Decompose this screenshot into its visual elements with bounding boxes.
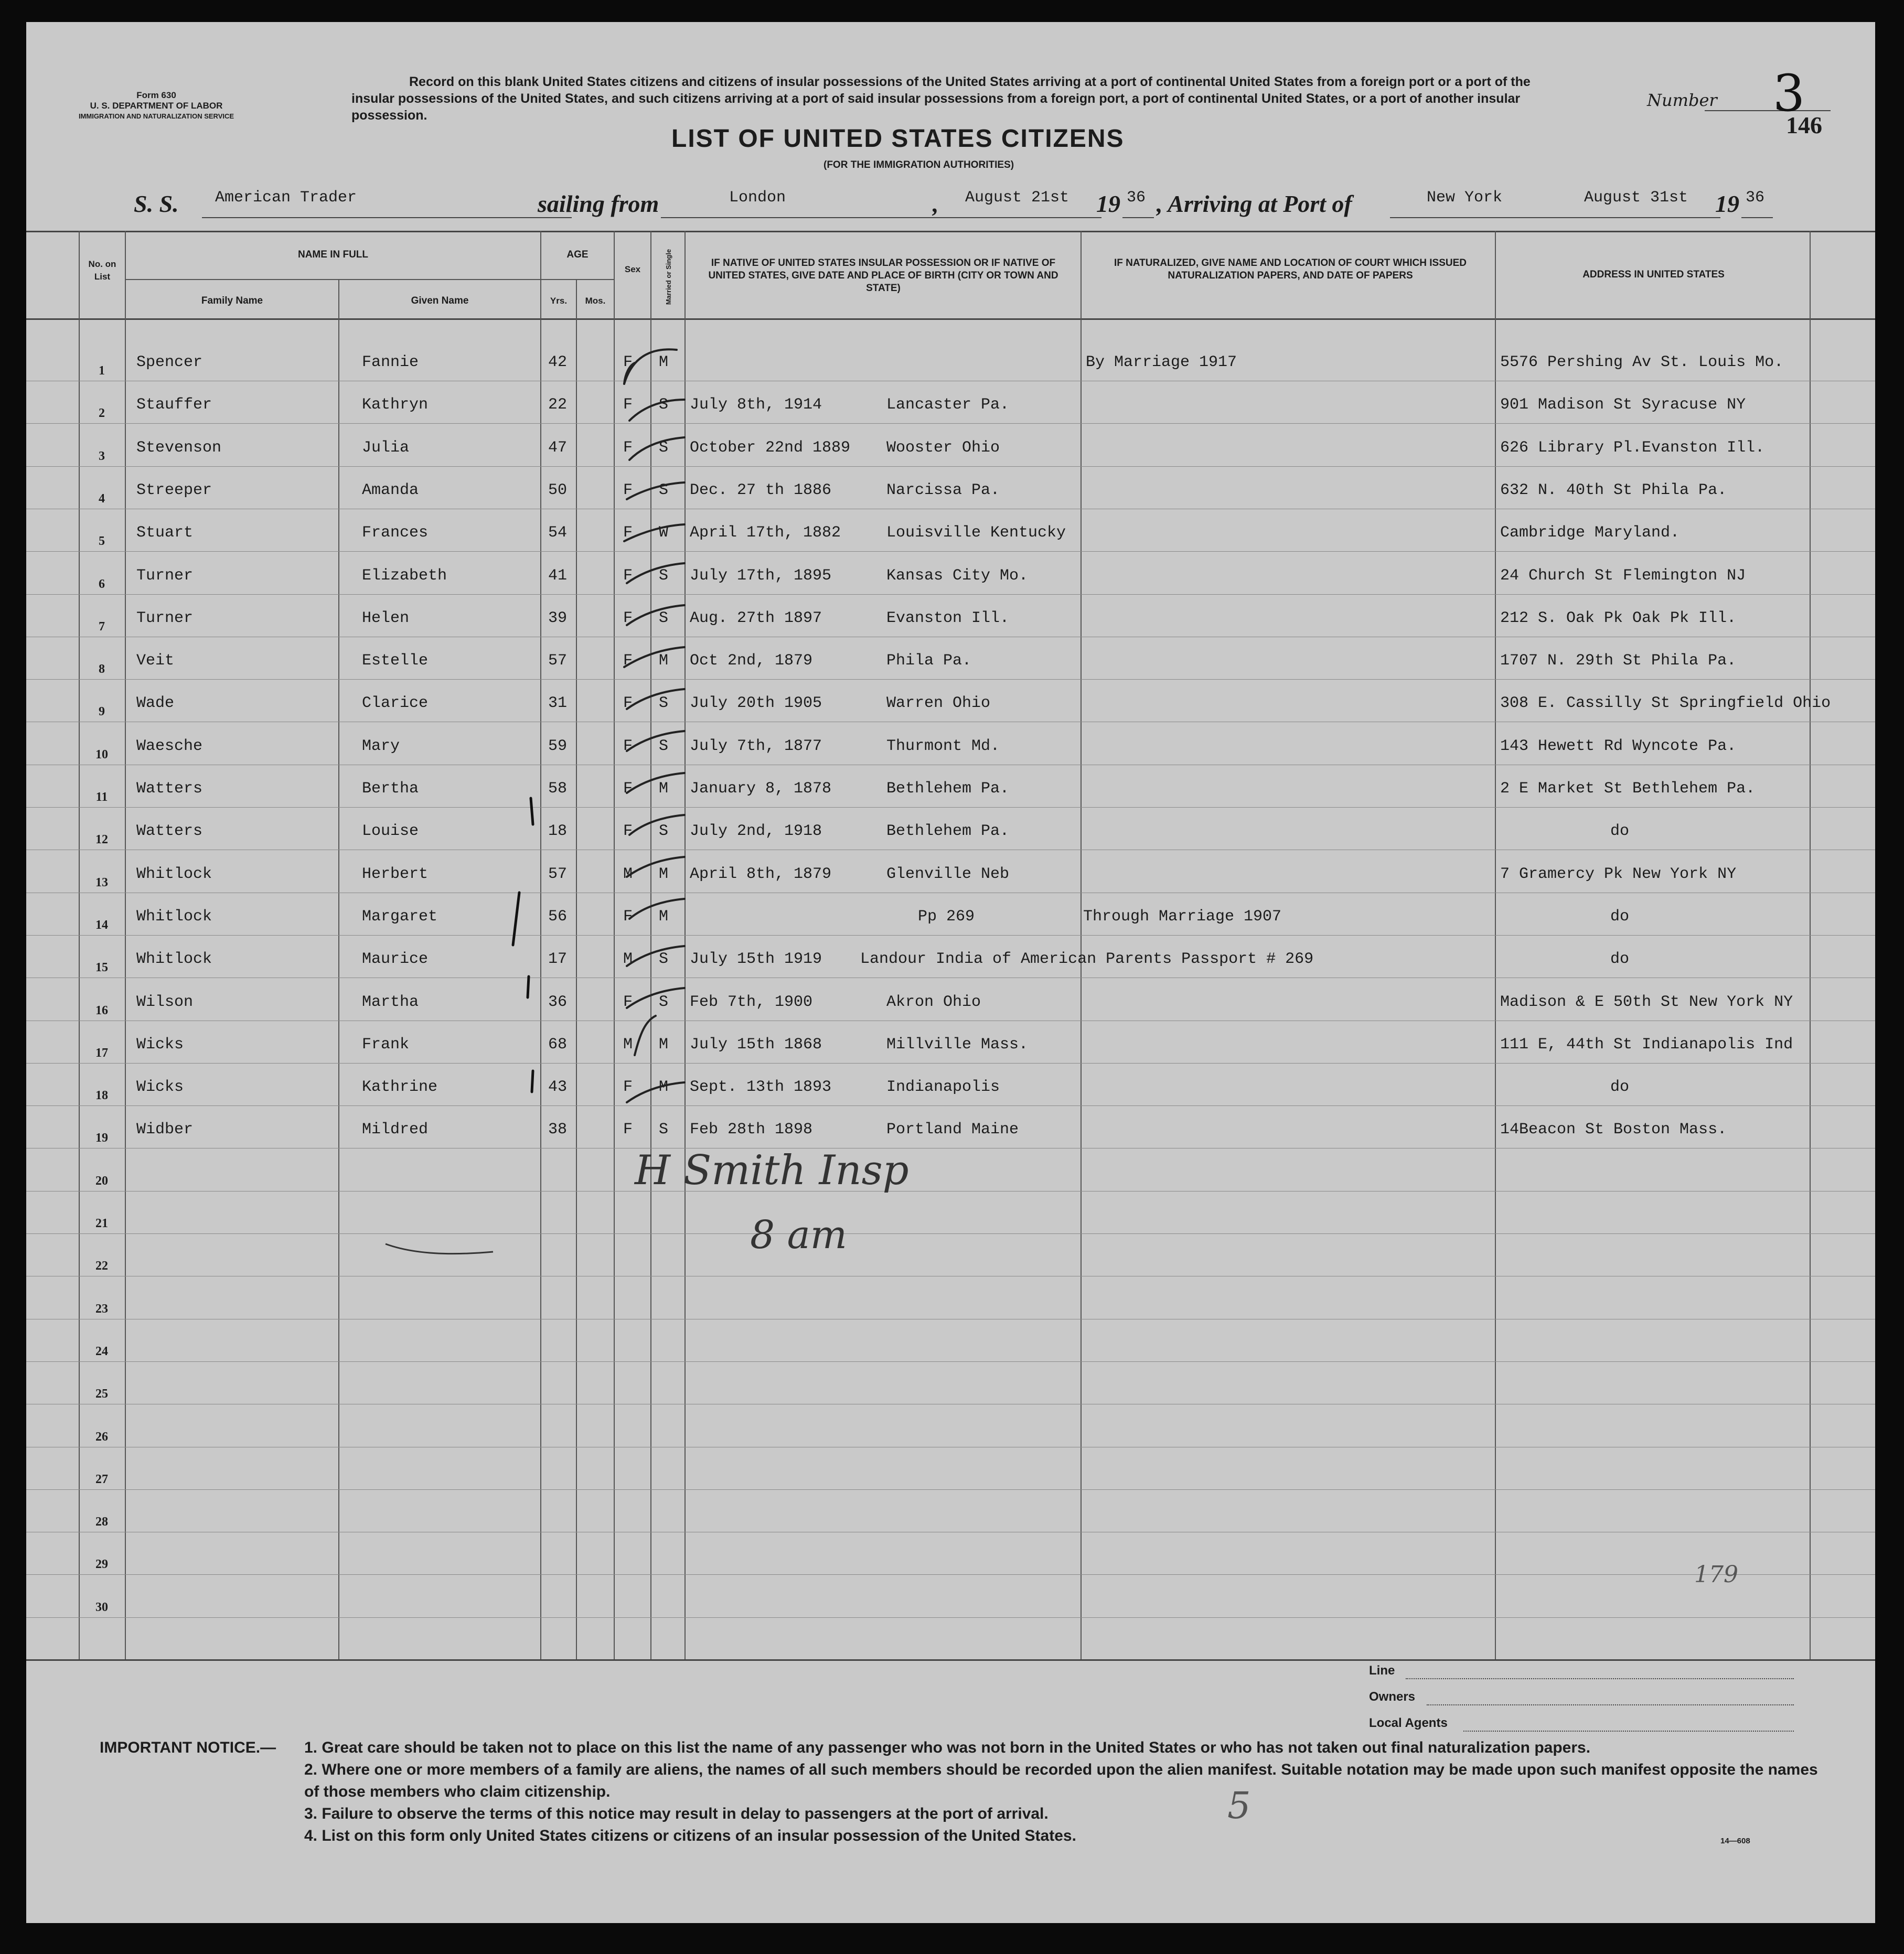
family-name: Watters — [136, 780, 203, 798]
form-number: Form 630 — [136, 90, 176, 100]
family-name: Whitlock — [136, 907, 212, 926]
row-number: 29 — [95, 1558, 108, 1572]
age: 22 — [548, 396, 568, 414]
local-agents-label: Local Agents — [1369, 1716, 1448, 1730]
sex: M — [623, 1035, 633, 1054]
birth-date: July 17th, 1895 — [690, 566, 832, 585]
instructions-text: Record on this blank United States citizens and citizens of insular possessions of the United States arriving at a port of continental United States from a foreign port or a port of the insular possessions of the United States, and such citizens arriving at a port of said insular possessions from a foreign port, a port of continental United States, or a port of another insular possession. — [351, 74, 1531, 123]
sex: F — [623, 524, 633, 542]
address: 5576 Pershing Av St. Louis Mo. — [1500, 353, 1784, 371]
age: 38 — [548, 1121, 568, 1139]
page-number: 146 — [1786, 112, 1822, 138]
row-number: 25 — [95, 1387, 108, 1401]
sex: F — [623, 353, 633, 371]
row-number: 3 — [99, 449, 105, 463]
row-number: 18 — [95, 1089, 108, 1103]
row-rule — [26, 1574, 1875, 1575]
address: Cambridge Maryland. — [1500, 524, 1680, 542]
marital-status: S — [659, 438, 669, 457]
row-number: 5 — [99, 534, 105, 549]
age: 18 — [548, 822, 568, 841]
given-name: Helen — [362, 609, 410, 627]
address: 111 E, 44th St Indianapolis Ind — [1500, 1035, 1793, 1054]
row-rule — [26, 423, 1875, 424]
birth-date: April 8th, 1879 — [690, 865, 832, 883]
marital-status: S — [659, 737, 669, 755]
family-name: Wade — [136, 694, 175, 713]
row-number: 15 — [95, 961, 108, 975]
row-rule — [26, 807, 1875, 808]
row-rule — [26, 1489, 1875, 1490]
birth-date: April 17th, 1882 — [690, 524, 841, 542]
birth-place: Millville Mass. — [886, 1035, 1029, 1054]
margin-mark: 5 — [1227, 1784, 1251, 1827]
sex: F — [623, 566, 633, 585]
service: IMMIGRATION AND NATURALIZATION SERVICE — [78, 112, 234, 120]
given-name: Mildred — [362, 1121, 429, 1139]
col-header-name-in-full: NAME IN FULL — [297, 249, 369, 260]
given-name: Estelle — [362, 652, 429, 670]
birth-place: Portland Maine — [886, 1121, 1019, 1139]
marital-status: M — [659, 865, 669, 883]
page-title: LIST OF UNITED STATES CITIZENS — [671, 125, 1125, 153]
birth-place: Landour India of American Parents Passport # 269 — [860, 950, 1314, 969]
notice-item-4: 4. List on this form only United States citizens or citizens of an insular possession of the United States. — [304, 1827, 1076, 1844]
marital-status: M — [659, 1078, 669, 1097]
given-name: Clarice — [362, 694, 429, 713]
family-name: Veit — [136, 652, 175, 670]
family-name: Streeper — [136, 481, 212, 499]
age: 57 — [548, 865, 568, 883]
family-name: Whitlock — [136, 865, 212, 883]
ss-label: S. S. — [134, 190, 179, 217]
address: do — [1610, 1078, 1630, 1097]
col-header-naturalized: IF NATURALIZED, GIVE NAME AND LOCATION OF COURT WHICH ISSUED NATURALIZATION PAPERS, AND DATE OF PAPERS — [1114, 257, 1467, 281]
row-number: 4 — [99, 491, 105, 506]
year-prefix-2: 19 — [1715, 190, 1739, 217]
inspection-time: 8 am — [750, 1212, 847, 1258]
row-rule — [26, 1617, 1875, 1618]
family-name: Wilson — [136, 993, 194, 1011]
family-name: Wicks — [136, 1078, 184, 1097]
birth-place: Kansas City Mo. — [886, 566, 1029, 585]
birth-date: Oct 2nd, 1879 — [690, 652, 813, 670]
marital-status: M — [659, 907, 669, 926]
address: do — [1610, 822, 1630, 841]
notice-item-3: 3. Failure to observe the terms of this notice may result in delay to passengers at the port of arrival. — [304, 1805, 1049, 1822]
row-number: 2 — [99, 406, 105, 421]
address: 626 Library Pl.Evanston Ill. — [1500, 438, 1765, 457]
birth-place: Lancaster Pa. — [886, 396, 1010, 414]
birth-date: October 22nd 1889 — [690, 438, 851, 457]
marital-status: S — [659, 396, 669, 414]
check-marks — [593, 316, 713, 1165]
marital-status: M — [659, 780, 669, 798]
row-number: 27 — [95, 1472, 108, 1486]
marital-status: S — [659, 1121, 669, 1139]
row-number: 11 — [95, 790, 108, 804]
department: U. S. DEPARTMENT OF LABOR — [90, 101, 223, 111]
notice-item-2: 2. Where one or more members of a family are aliens, the names of all such members should be recorded upon the alien manifest. Suitable notation may be made upon such manifest opposite the names of those members who claim citizenship. — [304, 1761, 1818, 1800]
family-name: Turner — [136, 609, 194, 627]
sex: F — [623, 737, 633, 755]
age: 58 — [548, 780, 568, 798]
sailing-label: sailing from — [538, 190, 659, 217]
sex: F — [623, 780, 633, 798]
number-label: Number — [1647, 90, 1717, 110]
row-rule — [26, 679, 1875, 680]
given-name: Herbert — [362, 865, 429, 883]
age: 43 — [548, 1078, 568, 1097]
marital-status: M — [659, 652, 669, 670]
row-number: 6 — [99, 577, 105, 591]
address: 632 N. 40th St Phila Pa. — [1500, 481, 1727, 499]
given-name: Kathryn — [362, 396, 429, 414]
age: 36 — [548, 993, 568, 1011]
birth-date: July 2nd, 1918 — [690, 822, 822, 841]
row-number: 19 — [95, 1131, 108, 1145]
birth-date: Dec. 27 th 1886 — [690, 481, 832, 499]
birth-date: January 8, 1878 — [690, 780, 832, 798]
row-rule — [26, 935, 1875, 936]
port-from: London — [729, 189, 786, 207]
row-rule — [26, 551, 1875, 552]
family-name: Spencer — [136, 353, 203, 371]
birth-date: Feb 7th, 1900 — [690, 993, 813, 1011]
age: 59 — [548, 737, 568, 755]
birth-place: Wooster Ohio — [886, 438, 1000, 457]
sex: F — [623, 438, 633, 457]
birth-place: Phila Pa. — [886, 652, 972, 670]
birth-date: Aug. 27th 1897 — [690, 609, 822, 627]
birth-place: Indianapolis — [886, 1078, 1000, 1097]
age: 31 — [548, 694, 568, 713]
sailing-date: August 21st — [965, 189, 1069, 207]
given-name: Bertha — [362, 780, 419, 798]
col-header-age: AGE — [566, 249, 589, 260]
row-number: 7 — [99, 619, 105, 634]
birth-place: Pp 269 — [918, 907, 975, 926]
given-name: Louise — [362, 822, 419, 841]
total-count: 179 — [1694, 1561, 1738, 1588]
table-header-bottom — [26, 318, 1875, 320]
row-number: 12 — [95, 833, 108, 847]
row-number: 10 — [95, 747, 108, 761]
given-name: Mary — [362, 737, 400, 755]
address: 14Beacon St Boston Mass. — [1500, 1121, 1727, 1139]
row-rule — [26, 1361, 1875, 1362]
given-name: Elizabeth — [362, 566, 447, 585]
row-rule — [26, 1233, 1875, 1234]
footer-code: 14—608 — [1720, 1837, 1750, 1845]
address: 2 E Market St Bethlehem Pa. — [1500, 780, 1756, 798]
col-header-family-name: Family Name — [201, 295, 263, 306]
sex: F — [623, 1078, 633, 1097]
family-name: Waesche — [136, 737, 203, 755]
form-id-block — [67, 90, 245, 122]
given-name: Martha — [362, 993, 419, 1011]
row-rule — [26, 1063, 1875, 1064]
row-number: 28 — [95, 1515, 108, 1529]
sex: F — [623, 907, 633, 926]
row-number: 8 — [99, 662, 105, 677]
age: 57 — [548, 652, 568, 670]
row-rule — [26, 594, 1875, 595]
col-header-no: No. on List — [88, 259, 116, 282]
age: 47 — [548, 438, 568, 457]
birth-place: Louisville Kentucky — [886, 524, 1066, 542]
address: 7 Gramercy Pk New York NY — [1500, 865, 1737, 883]
arrival-year: 36 — [1746, 189, 1765, 207]
birth-place: Evanston Ill. — [886, 609, 1010, 627]
sex: F — [623, 694, 633, 713]
row-rule — [26, 1105, 1875, 1106]
address: 308 E. Cassilly St Springfield Ohio — [1500, 694, 1831, 713]
sex: M — [623, 865, 633, 883]
birth-place: Bethlehem Pa. — [886, 822, 1010, 841]
marital-status: S — [659, 566, 669, 585]
family-name: Whitlock — [136, 950, 212, 969]
birth-date: July 15th 1868 — [690, 1035, 822, 1054]
row-number: 13 — [95, 875, 108, 889]
col-header-address: ADDRESS IN UNITED STATES — [1582, 269, 1725, 280]
marital-status: S — [659, 993, 669, 1011]
marital-status: S — [659, 950, 669, 969]
family-name: Widber — [136, 1121, 194, 1139]
row-number: 17 — [95, 1046, 108, 1060]
document-page: Form 630 U. S. DEPARTMENT OF LABOR IMMIGRATION AND NATURALIZATION SERVICE Record on this blank United States citizens and citizens of insular possessions of the United States arriving at a port of continental United States from a foreign port or a port of the insular possessions of the United States, and such citizens arriving at a port of said insular possessions from a foreign port, a port of continental United States, or a port of another insular possession. Number 3 146 LIST OF UNITED STATES CITIZENS (FOR THE IMMIGRATION AUTHORITIES) S. S. American Trader sailing from London , August 21st 19 36 , Arriving at Port of New York August 31st 19 36 No. on List NAME IN FULL Family Name Given Name AGE Yrs. Mos. Sex Married or Single IF NATIVE OF UNITED STATES INSULAR POSSESSION OR IF NATIVE OF UNITED STATES, GIVE DATE AND PLACE OF BIRTH (CITY OR TOWN AND STATE) IF NATURALIZED, GIVE NAME AND LOCATION OF COURT WHICH ISSUED NATURALIZATION PAPERS, AND DATE OF PAPERS ADDRESS IN UNITED STATES 1 Spencer Fannie 42 F M By Marriage 1917 5576 Pershing Av St. Louis Mo. 2 Stauffer Kathryn 22 F S July 8th, 1914 Lancaster Pa. 901 Madison St Syracuse NY 3 Stevenson Julia 47 F S October 22nd 1889 Wooster Ohio 626 Library Pl.Evanston Ill. 4 Streeper Amanda 50 F S Dec. 27 th 1886 Narcissa Pa. 632 N. 40th St Phila Pa. 5 Stuart Frances 54 F W April 17th, 1882 Louisville Kentucky Cambridge Maryland. 6 Turner Elizabeth 41 F S July 17th, 1895 Kansas City Mo. 24 Church St Flemington NJ 7 Turner Helen 39 F S Aug. 27th 1897 Evanston Ill. 212 S. Oak Pk Oak Pk Ill. 8 Veit Estelle 57 F M Oct 2nd, 1879 Phila Pa. 1707 N. 29th St Phila Pa. 9 Wade Clarice 31 F S July 20th 1905 Warren Ohio 308 E. Cassilly St Springfield Ohio 10 Waesche Mary 59 F S July 7th, 1877 Thurmont Md. 143 Hewett Rd Wyncote Pa. 11 Watters Bertha 58 F M January 8, 1878 Bethlehem Pa. 2 E Market St Bethlehem Pa. 12 Watters Louise 18 F S July 2nd, 1918 Bethlehem Pa. do 13 Whitlock Herbert 57 M M April 8th, 1879 Glenville Neb 7 Gramercy Pk New York NY 14 Whitlock Margaret 56 F M Pp 269 Through Marriage 1907 do 15 Whitlock Maurice 17 M S July 15th 1919 Landour India of American Parents Passport # 269 do 16 Wilson Martha 36 F S Feb 7th, 1900 Akron Ohio Madison & E 50th St New York NY 17 Wicks Frank 68 M M July 15th 1868 Millville Mass. 111 E, 44th St Indianapolis Ind 18 Wicks Kathrine 43 F M Sept. 13th 1893 Indianapolis do 19 Widber Mildred 38 F S Feb 28th 1898 Portland Maine 14Beacon St Boston Mass. 20 21 22 23 24 25 26 27 28 29 30 H Smith Insp 8 am 179 5 Line Owners Local Agents IMPORTANT NOTICE.— 1. Great care should be taken not to place on this list the name of any passenger who was not born in the United States or who has not taken out final naturalization papers. 2. Where one or more members of a family are aliens, the names of all such members should be recorded upon the alien manifest. Suitable notation may be made upon such manifest opposite the names of those members who claim citizenship. 3. Failure to observe the terms of this notice may result in delay to passengers at the port of arrival. 4. List on this form only United States citizens or citizens of an insular possession of the United States. 14—608 — [26, 22, 1875, 1923]
age: 68 — [548, 1035, 568, 1054]
sex: F — [623, 481, 633, 499]
given-name: Margaret — [362, 907, 438, 926]
year-prefix-1: 19 — [1096, 190, 1120, 217]
number-value: 3 — [1773, 64, 1805, 123]
given-name: Amanda — [362, 481, 419, 499]
given-name: Frances — [362, 524, 429, 542]
table-top-border — [26, 231, 1875, 232]
page-subtitle: (FOR THE IMMIGRATION AUTHORITIES) — [823, 159, 1014, 170]
address: 143 Hewett Rd Wyncote Pa. — [1500, 737, 1737, 755]
arriving-label: , Arriving at Port of — [1157, 190, 1352, 217]
given-name: Frank — [362, 1035, 410, 1054]
family-name: Stevenson — [136, 438, 222, 457]
address: do — [1610, 907, 1630, 926]
line-label: Line — [1369, 1663, 1395, 1678]
arrival-date: August 31st — [1584, 189, 1688, 207]
address: 901 Madison St Syracuse NY — [1500, 396, 1746, 414]
birth-date: July 7th, 1877 — [690, 737, 822, 755]
tally-marks — [477, 777, 540, 1102]
row-number: 21 — [95, 1217, 108, 1230]
row-number: 20 — [95, 1174, 108, 1188]
sex: F — [623, 609, 633, 627]
row-number: 23 — [95, 1302, 108, 1316]
birth-place: Glenville Neb — [886, 865, 1010, 883]
marital-status: W — [659, 524, 669, 542]
birth-date: Sept. 13th 1893 — [690, 1078, 832, 1097]
row-number: 1 — [99, 364, 105, 378]
marital-status: S — [659, 822, 669, 841]
given-name: Fannie — [362, 353, 419, 371]
notice-heading: IMPORTANT NOTICE.— — [100, 1739, 276, 1756]
birth-place: Thurmont Md. — [886, 737, 1000, 755]
family-name: Stauffer — [136, 396, 212, 414]
marital-status: S — [659, 481, 669, 499]
marital-status: S — [659, 609, 669, 627]
col-header-yrs: Yrs. — [550, 296, 568, 306]
row-number: 16 — [95, 1003, 108, 1017]
sex: F — [623, 822, 633, 841]
col-header-given-name: Given Name — [411, 295, 469, 306]
row-rule — [26, 466, 1875, 467]
inspector-signature: H Smith Insp — [635, 1147, 909, 1194]
sailing-year: 36 — [1127, 189, 1146, 207]
sex: F — [623, 1121, 633, 1139]
address: 24 Church St Flemington NJ — [1500, 566, 1746, 585]
row-number: 26 — [95, 1430, 108, 1444]
row-number: 9 — [99, 705, 105, 719]
marital-status: S — [659, 694, 669, 713]
sex: M — [623, 950, 633, 969]
family-name: Watters — [136, 822, 203, 841]
birth-date: Feb 28th 1898 — [690, 1121, 813, 1139]
given-name: Julia — [362, 438, 410, 457]
address: do — [1610, 950, 1630, 969]
age: 50 — [548, 481, 568, 499]
col-header-mos: Mos. — [585, 296, 606, 306]
birth-date: July 20th 1905 — [690, 694, 822, 713]
birth-place: Narcissa Pa. — [886, 481, 1000, 499]
given-name: Maurice — [362, 950, 429, 969]
col-header-sex: Sex — [624, 264, 641, 274]
age: 39 — [548, 609, 568, 627]
row-number: 22 — [95, 1259, 108, 1273]
row-number: 24 — [95, 1344, 108, 1358]
sex: F — [623, 993, 633, 1011]
col-header-married: Married or Single — [665, 249, 672, 305]
sex: F — [623, 652, 633, 670]
address: 212 S. Oak Pk Oak Pk Ill. — [1500, 609, 1737, 627]
birth-place: Akron Ohio — [886, 993, 981, 1011]
marital-status: M — [659, 1035, 669, 1054]
pen-stroke — [383, 1239, 498, 1260]
row-number: 14 — [95, 918, 108, 932]
age: 56 — [548, 907, 568, 926]
naturalization: By Marriage 1917 — [1086, 353, 1237, 371]
birth-date: July 8th, 1914 — [690, 396, 822, 414]
row-number: 30 — [95, 1600, 108, 1614]
age: 41 — [548, 566, 568, 585]
notice-item-1: 1. Great care should be taken not to place on this list the name of any passenger who was not born in the United States or who has not taken out final naturalization papers. — [304, 1739, 1591, 1756]
ship-name: American Trader — [215, 189, 357, 207]
age: 42 — [548, 353, 568, 371]
birth-date: July 15th 1919 — [690, 950, 822, 969]
sex: F — [623, 396, 633, 414]
address: 1707 N. 29th St Phila Pa. — [1500, 652, 1737, 670]
owners-label: Owners — [1369, 1690, 1416, 1704]
col-header-birth: IF NATIVE OF UNITED STATES INSULAR POSSESSION OR IF NATIVE OF UNITED STATES, GIVE DATE AND PLACE OF BIRTH (CITY OR TOWN AND STATE) — [708, 257, 1058, 294]
age: 54 — [548, 524, 568, 542]
family-name: Turner — [136, 566, 194, 585]
birth-place: Bethlehem Pa. — [886, 780, 1010, 798]
given-name: Kathrine — [362, 1078, 438, 1097]
port-to: New York — [1427, 189, 1503, 207]
naturalization: Through Marriage 1907 — [1083, 907, 1282, 926]
family-name: Stuart — [136, 524, 194, 542]
table-bottom-border — [26, 1659, 1875, 1661]
address: Madison & E 50th St New York NY — [1500, 993, 1793, 1011]
birth-place: Warren Ohio — [886, 694, 991, 713]
family-name: Wicks — [136, 1035, 184, 1054]
age: 17 — [548, 950, 568, 969]
marital-status: M — [659, 353, 669, 371]
